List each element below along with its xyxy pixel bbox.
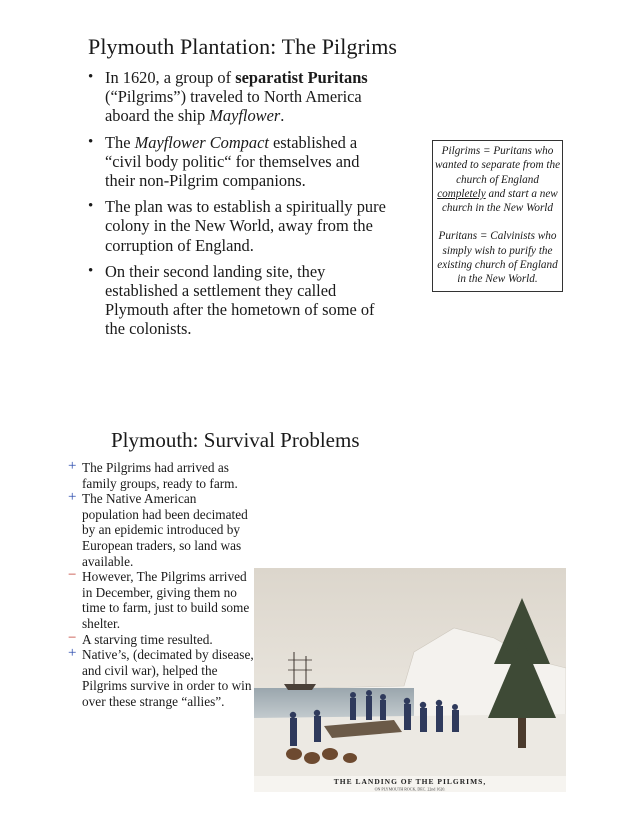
bullet-1	[86, 68, 386, 126]
bullet-dot: •	[88, 262, 94, 279]
bullet-text: On their second landing site, they established a settlement they called Plymouth after the hometown of some of the colonists.	[105, 261, 375, 339]
minus-icon: −	[68, 629, 77, 646]
note-text: and start a new church in the New World	[441, 187, 558, 215]
bullet-italic: Compact	[209, 132, 269, 152]
bullet-2	[86, 133, 386, 191]
painting-caption: THE LANDING OF THE PILGRIMS,	[333, 777, 487, 786]
section-title: Plymouth: Survival Problems	[111, 428, 360, 452]
survival-item-text: However, The Pilgrims arrived in December, giving them no time to farm, just to build some shelter.	[82, 569, 250, 631]
bullet-4	[86, 262, 386, 339]
survival-item	[68, 460, 254, 491]
note-text: Pilgrims = Puritans who wanted to separate from the church of England	[434, 145, 561, 186]
survival-item-text: The Native American population had been decimated by an epidemic introduced by European traders, so land was available.	[82, 491, 248, 569]
plus-icon: +	[68, 489, 77, 506]
bullet-text: In 1620, a group of	[105, 68, 236, 87]
bullet-text: .	[280, 106, 285, 126]
bullet-text: (“Pilgrims”) traveled to North America aboard the ship	[105, 87, 362, 126]
plus-icon: +	[68, 458, 77, 474]
bullet-dot: •	[88, 133, 94, 150]
plus-icon: +	[68, 645, 77, 662]
bullet-text: established a “civil body politic“ for themselves and their non-Pilgrim companions.	[105, 132, 360, 191]
painting-illustration	[254, 568, 566, 792]
bullet-text: The plan was to establish a spiritually pure colony in the New World, away from the corruption of England.	[105, 197, 386, 255]
survival-item	[68, 629, 254, 648]
bullet-dot: •	[88, 69, 94, 85]
note-underlined-word: completely	[437, 187, 486, 200]
bullet-3	[86, 197, 386, 255]
bullet-italic: Mayflower	[209, 106, 281, 126]
page-title: Plymouth Plantation: The Pilgrims	[88, 34, 398, 59]
bullet-dot: •	[88, 198, 94, 215]
painting-subcaption: ON PLYMOUTH ROCK, DEC. 22nd 1620.	[374, 786, 446, 792]
landing-of-the-pilgrims-painting	[254, 568, 566, 792]
definition-note-box	[432, 140, 563, 292]
survival-item-text: A starving time resulted.	[82, 631, 213, 647]
survival-item	[68, 569, 254, 631]
plantation-bullet-list	[86, 68, 386, 346]
minus-icon: −	[68, 567, 77, 584]
bullet-text: The	[105, 132, 135, 152]
bullet-italic: Mayflower	[134, 132, 206, 152]
note-pilgrims-definition	[434, 144, 561, 215]
survival-item	[68, 491, 254, 569]
survival-item-text: The Pilgrims had arrived as family groups, ready to farm.	[82, 460, 238, 491]
bullet-bold: separatist Puritans	[235, 68, 368, 87]
survival-item-text: Native’s, (decimated by disease, and civil war), helped the Pilgrims survive in order to win over these strange “allies”.	[82, 647, 254, 709]
survival-problem-list	[68, 460, 254, 710]
note-puritans-definition: Puritans = Calvinists who simply wish to purify the existing church of England in the New World.	[437, 230, 558, 286]
survival-item	[68, 647, 254, 709]
